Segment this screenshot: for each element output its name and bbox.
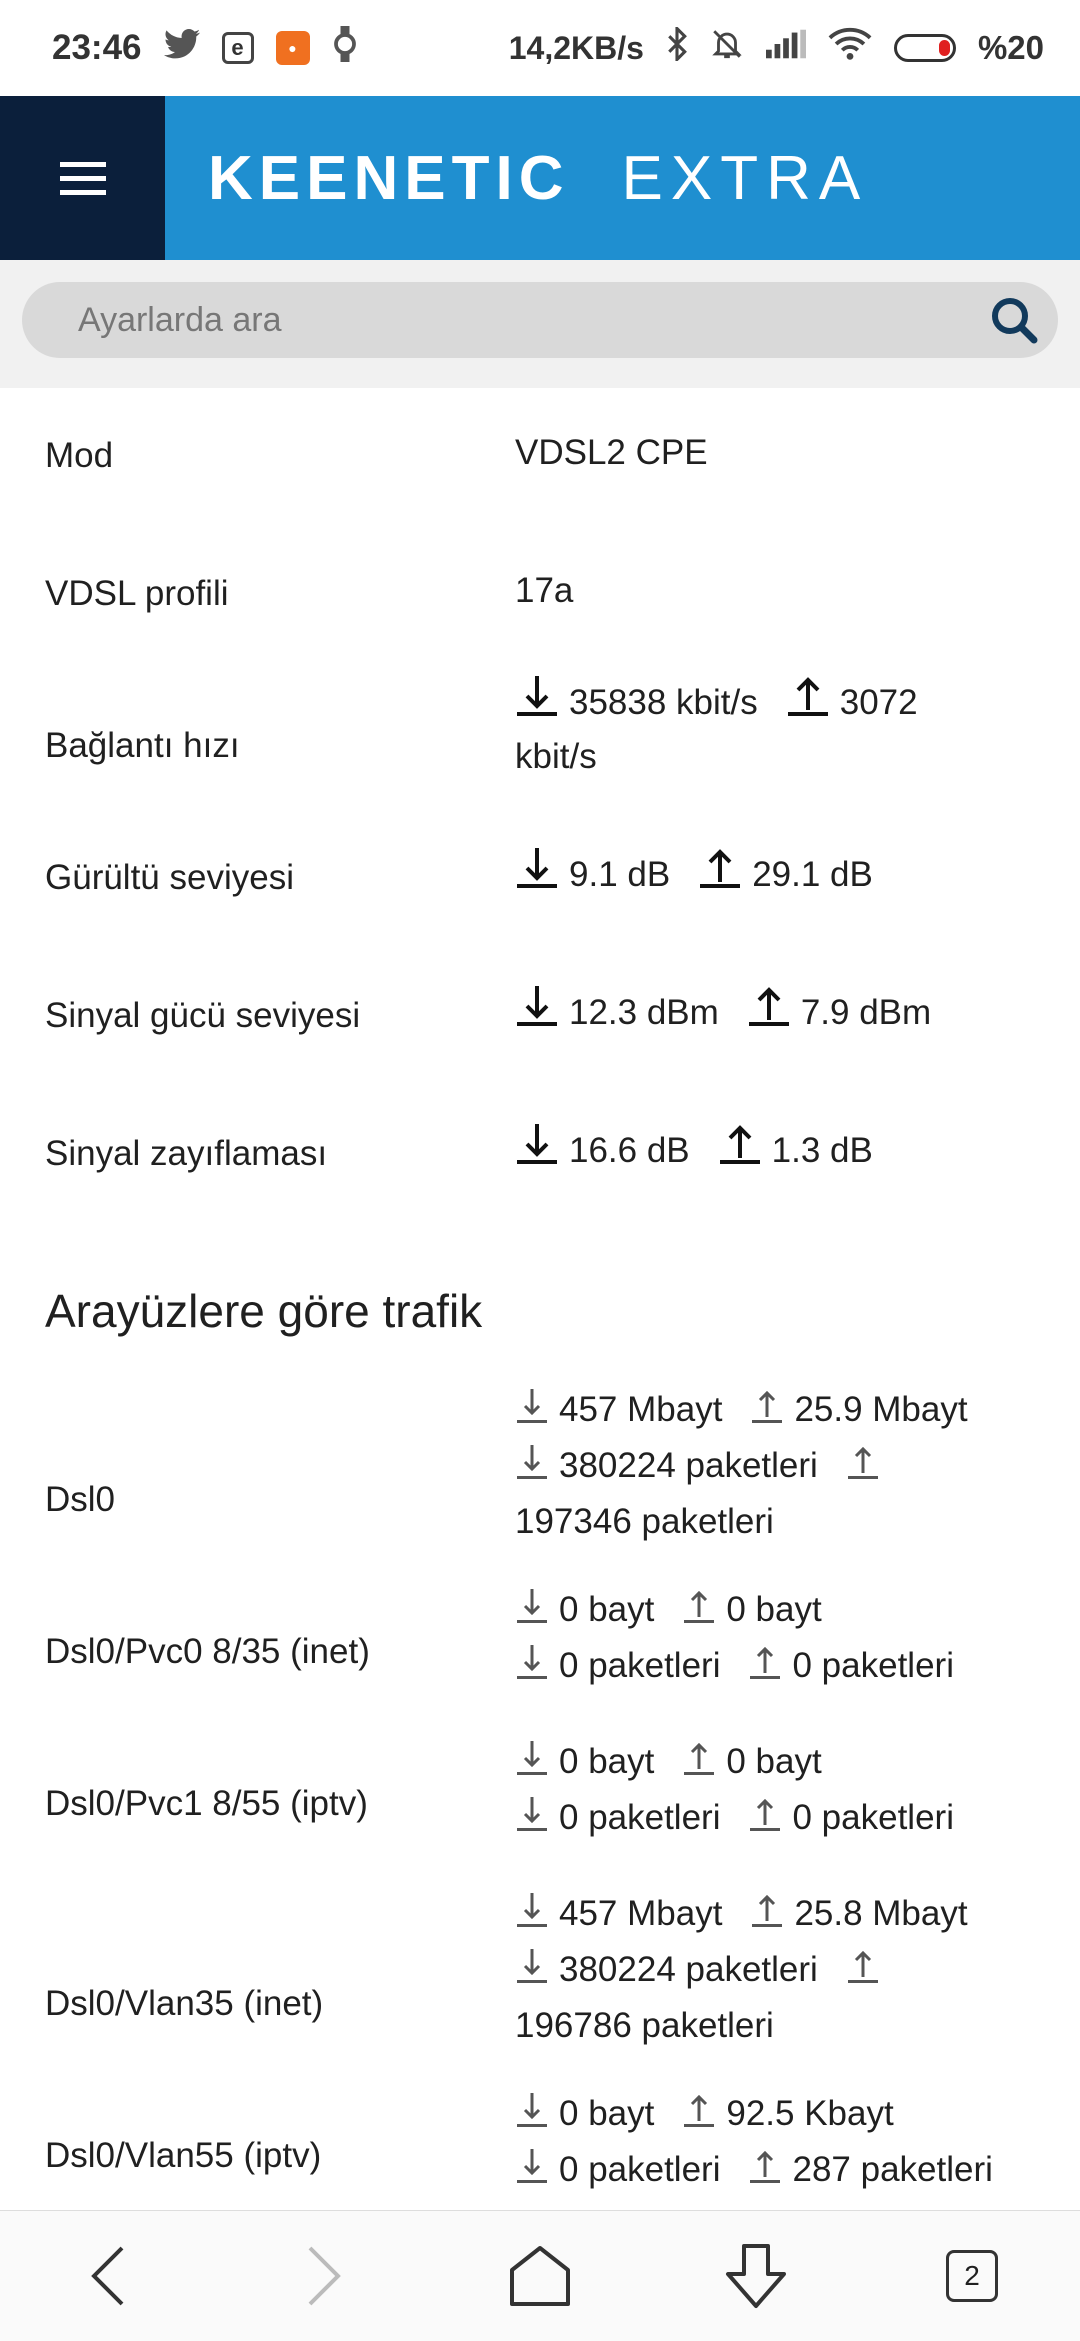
attenuation-down: 16.6 dB	[569, 1131, 690, 1170]
download-speed: 35838 kbit/s	[569, 683, 758, 722]
upload-arrow-icon	[750, 1891, 784, 1944]
download-arrow-icon	[515, 1587, 549, 1640]
section-title: Arayüzlere göre trafik	[45, 1285, 483, 1337]
row-value: VDSL2 CPE	[515, 433, 708, 472]
search-input[interactable]	[76, 300, 960, 341]
download-arrow-icon	[515, 1443, 549, 1496]
interface-name: Dsl0	[45, 1480, 116, 1519]
down-packets: 0 paketleri	[559, 1798, 721, 1837]
download-arrow-icon	[515, 984, 559, 1042]
logo-model: EXTRA	[621, 143, 869, 213]
download-arrow-icon	[515, 1739, 549, 1792]
up-packets: 287 paketleri	[792, 2150, 993, 2189]
download-arrow-icon	[515, 1947, 549, 2000]
menu-button[interactable]	[0, 96, 165, 260]
down-bytes: 457 Mbayt	[559, 1390, 723, 1429]
download-button[interactable]	[701, 2221, 811, 2331]
upload-arrow-icon	[698, 846, 742, 904]
interface-name: Dsl0/Vlan35 (inet)	[45, 1984, 324, 2023]
upload-speed-unit: kbit/s	[515, 737, 597, 776]
up-packets: 197346 paketleri	[515, 1502, 774, 1541]
home-icon	[508, 2244, 572, 2308]
row-value	[515, 1122, 1055, 1180]
download-arrow-icon	[515, 1387, 549, 1440]
noise-down: 9.1 dB	[569, 855, 671, 894]
twitter-icon	[164, 29, 200, 68]
logo-brand: KEENETIC	[208, 143, 570, 213]
down-packets: 380224 paketleri	[559, 1950, 818, 1989]
interface-name: Dsl0/Pvc0 8/35 (inet)	[45, 1632, 370, 1671]
down-bytes: 0 bayt	[559, 2094, 655, 2133]
traffic-values	[515, 1384, 1055, 1548]
download-arrow-icon	[515, 846, 559, 904]
status-bar	[0, 0, 1080, 96]
download-arrow-icon	[515, 674, 559, 732]
row-value	[515, 674, 1055, 782]
back-button[interactable]	[53, 2221, 163, 2331]
bluetooth-icon	[666, 27, 688, 70]
download-icon	[724, 2242, 788, 2310]
down-packets: 0 paketleri	[559, 2150, 721, 2189]
up-packets: 0 paketleri	[792, 1798, 954, 1837]
upload-arrow-icon	[682, 2091, 716, 2144]
upload-arrow-icon	[748, 2147, 782, 2200]
search-icon[interactable]	[986, 292, 1042, 348]
row-label: Sinyal zayıflaması	[45, 1134, 328, 1173]
traffic-values	[515, 1736, 1055, 1848]
up-bytes: 0 bayt	[726, 1742, 822, 1781]
up-bytes: 92.5 Kbayt	[726, 2094, 894, 2133]
chevron-left-icon	[88, 2244, 128, 2308]
download-arrow-icon	[515, 2147, 549, 2200]
interface-name: Dsl0/Pvc1 8/55 (iptv)	[45, 1784, 368, 1823]
upload-arrow-icon	[718, 1122, 762, 1180]
battery-icon	[894, 34, 956, 62]
forward-button[interactable]	[269, 2221, 379, 2331]
browser-bottom-nav	[0, 2210, 1080, 2341]
traffic-values	[515, 2088, 1055, 2200]
upload-arrow-icon	[682, 1739, 716, 1792]
upload-arrow-icon	[750, 1387, 784, 1440]
down-packets: 380224 paketleri	[559, 1446, 818, 1485]
search-bar	[22, 282, 1058, 358]
app-notification-icon: ●	[276, 31, 310, 65]
tabs-button[interactable]	[917, 2221, 1027, 2331]
upload-arrow-icon	[682, 1587, 716, 1640]
down-packets: 0 paketleri	[559, 1646, 721, 1685]
app-header	[0, 96, 1080, 260]
interface-name: Dsl0/Vlan55 (iptv)	[45, 2136, 322, 2175]
upload-arrow-icon	[748, 1795, 782, 1848]
upload-speed-value: 3072	[839, 683, 918, 722]
tabs-count: 2	[946, 2250, 998, 2302]
app-e-icon: e	[222, 32, 254, 64]
search-bar-container	[0, 260, 1080, 388]
up-bytes: 25.9 Mbayt	[794, 1390, 968, 1429]
row-value: 17a	[515, 571, 574, 610]
power-down: 12.3 dBm	[569, 993, 719, 1032]
power-up: 7.9 dBm	[800, 993, 932, 1032]
download-arrow-icon	[515, 1891, 549, 1944]
row-label: Bağlantı hızı	[45, 726, 240, 765]
row-label: Gürültü seviyesi	[45, 858, 294, 897]
row-value	[515, 846, 1055, 904]
upload-arrow-icon	[748, 1643, 782, 1696]
row-label: VDSL profili	[45, 574, 229, 613]
signal-icon	[766, 29, 806, 68]
down-bytes: 0 bayt	[559, 1742, 655, 1781]
download-arrow-icon	[515, 1122, 559, 1180]
download-arrow-icon	[515, 2091, 549, 2144]
upload-arrow-icon	[786, 674, 830, 732]
download-arrow-icon	[515, 1643, 549, 1696]
up-packets: 0 paketleri	[792, 1646, 954, 1685]
row-label: Sinyal gücü seviyesi	[45, 996, 361, 1035]
hamburger-icon	[58, 158, 108, 198]
network-rate: 14,2KB/s	[508, 29, 644, 66]
noise-up: 29.1 dB	[752, 855, 873, 894]
down-bytes: 0 bayt	[559, 1590, 655, 1629]
chevron-right-icon	[304, 2244, 344, 2308]
upload-arrow-icon	[846, 1947, 880, 2000]
clock: 23:46	[52, 28, 142, 67]
download-arrow-icon	[515, 1795, 549, 1848]
mute-bell-icon	[710, 27, 744, 70]
up-bytes: 0 bayt	[726, 1590, 822, 1629]
upload-arrow-icon	[747, 984, 791, 1042]
row-label: Mod	[45, 436, 114, 475]
wifi-icon	[828, 27, 872, 70]
up-bytes: 25.8 Mbayt	[794, 1894, 968, 1933]
attenuation-up: 1.3 dB	[771, 1131, 873, 1170]
row-value	[515, 984, 1055, 1042]
traffic-values	[515, 1888, 1055, 2052]
down-bytes: 457 Mbayt	[559, 1894, 723, 1933]
traffic-values	[515, 1584, 1055, 1696]
up-packets: 196786 paketleri	[515, 2006, 774, 2045]
battery-percent: %20	[977, 29, 1044, 66]
keenetic-logo	[208, 136, 868, 220]
upload-arrow-icon	[846, 1443, 880, 1496]
home-button[interactable]	[485, 2221, 595, 2331]
watch-icon	[332, 26, 358, 71]
